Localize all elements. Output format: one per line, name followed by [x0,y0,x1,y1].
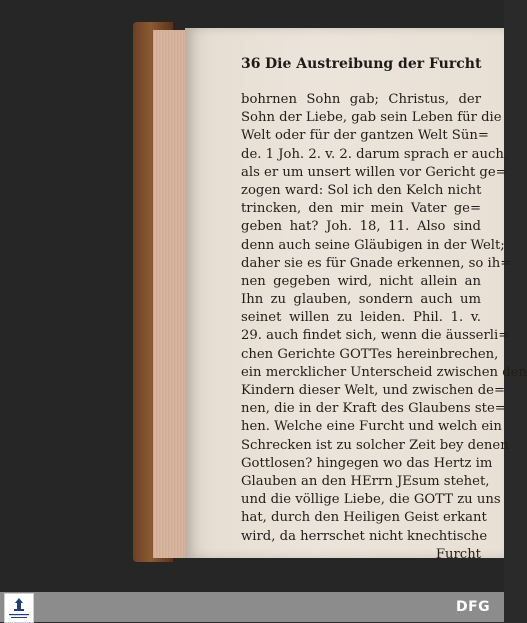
running-head: Die Austreibung der Furcht [265,56,482,72]
text-line: als er um unsert willen vor Gericht ge= [241,164,507,180]
viewer-footer [0,592,504,622]
text-line: geben hat? Joh. 18, 11. Also sind [241,219,481,235]
text-line: chen Gerichte GOTTes hereinbrechen, [241,346,499,362]
text-line: wird, da herrschet nicht knechtische [241,528,488,544]
page-header [241,56,503,78]
catchword: Furcht [435,546,481,562]
text-line: hen. Welche eine Furcht und welch ein [241,419,502,435]
text-line: nen, die in der Kraft des Glaubens ste= [241,401,506,417]
text-line: Gottlosen? hingegen wo das Hertz im [241,455,493,471]
text-line: Glauben an den HErrn JEsum stehet, [241,473,490,489]
text-line: daher sie es für Gnade erkennen, so ih= [241,255,512,271]
dfg-logo[interactable]: DFG [456,599,491,615]
text-line: hat, durch den Heiligen Geist erkant [241,510,487,526]
text-line: denn auch seine Gläubigen in der Welt; [241,237,505,253]
text-line: Sohn der Liebe, gab sein Leben für die [241,110,502,126]
text-line: und die völlige Liebe, die GOTT zu uns [241,492,501,508]
text-line: seinet willen zu leiden. Phil. 1. v. [241,310,481,326]
text-line: de. 1 Joh. 2. v. 2. darum sprach er auch, [241,146,509,162]
text-line: ein mercklicher Unterscheid zwischen den [241,364,527,380]
text-line: Ihn zu glauben, sondern auch um [241,292,481,308]
text-line: Kindern dieser Welt, und zwischen de= [241,383,506,398]
library-crest-icon [5,594,33,622]
text-line: zogen ward: Sol ich den Kelch nicht [241,182,482,198]
text-line: Welt oder für der gantzen Welt Sün= [241,128,489,144]
text-line: Schrecken ist zu solcher Zeit bey denen [241,437,509,453]
text-line: 29. auch findet sich, wenn die äusserli= [241,328,510,344]
page-number: 36 [241,56,261,72]
text-line: trincken, den mir mein Vater ge= [241,201,481,217]
library-logo[interactable] [4,593,34,623]
text-line: nen gegeben wird, nicht allein an [241,273,481,289]
body-text [241,91,527,564]
text-line: bohrnen Sohn gab; Christus, der [241,92,481,107]
